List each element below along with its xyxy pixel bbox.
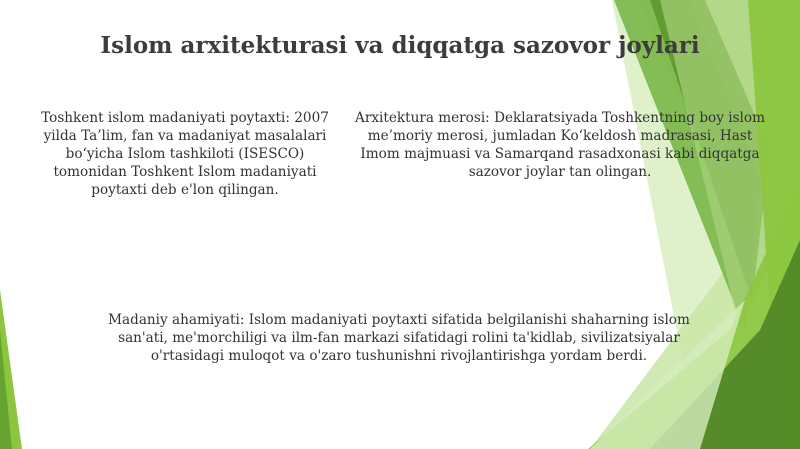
slide-title: Islom arxitekturasi va diqqatga sazovor joylari [100,32,700,59]
text-block-architectural-heritage: Arxitektura merosi: Deklaratsiyada Toshkentning boy islom me’moriy merosi, jumladan Ko‘keldosh madrasasi, Hast Imom majmuasi va Samarqand rasadxonasi kabi diqqatga sazovor joylar tan olingan. [355,110,765,180]
text-block-tashkent-capital: Toshkent islom madaniyati poytaxti: 2007 yilda Ta’lim, fan va madaniyat masalalari bo‘yicha Islom tashkiloti (ISESCO) tomonidan Toshkent Islom madaniyati poytaxti deb e'lon qilingan. [41,110,329,198]
text-block-cultural-significance: Madaniy ahamiyati: Islom madaniyati poytaxti sifatida belgilanishi shaharning islom san'ati, me'morchiligi va ilm-fan markazi sifatidagi rolini ta'kidlab, sivilizatsiyalar o'rtasidagi muloqot va o'zaro tushunishni rivojlantirishga yordam berdi. [108,312,690,364]
